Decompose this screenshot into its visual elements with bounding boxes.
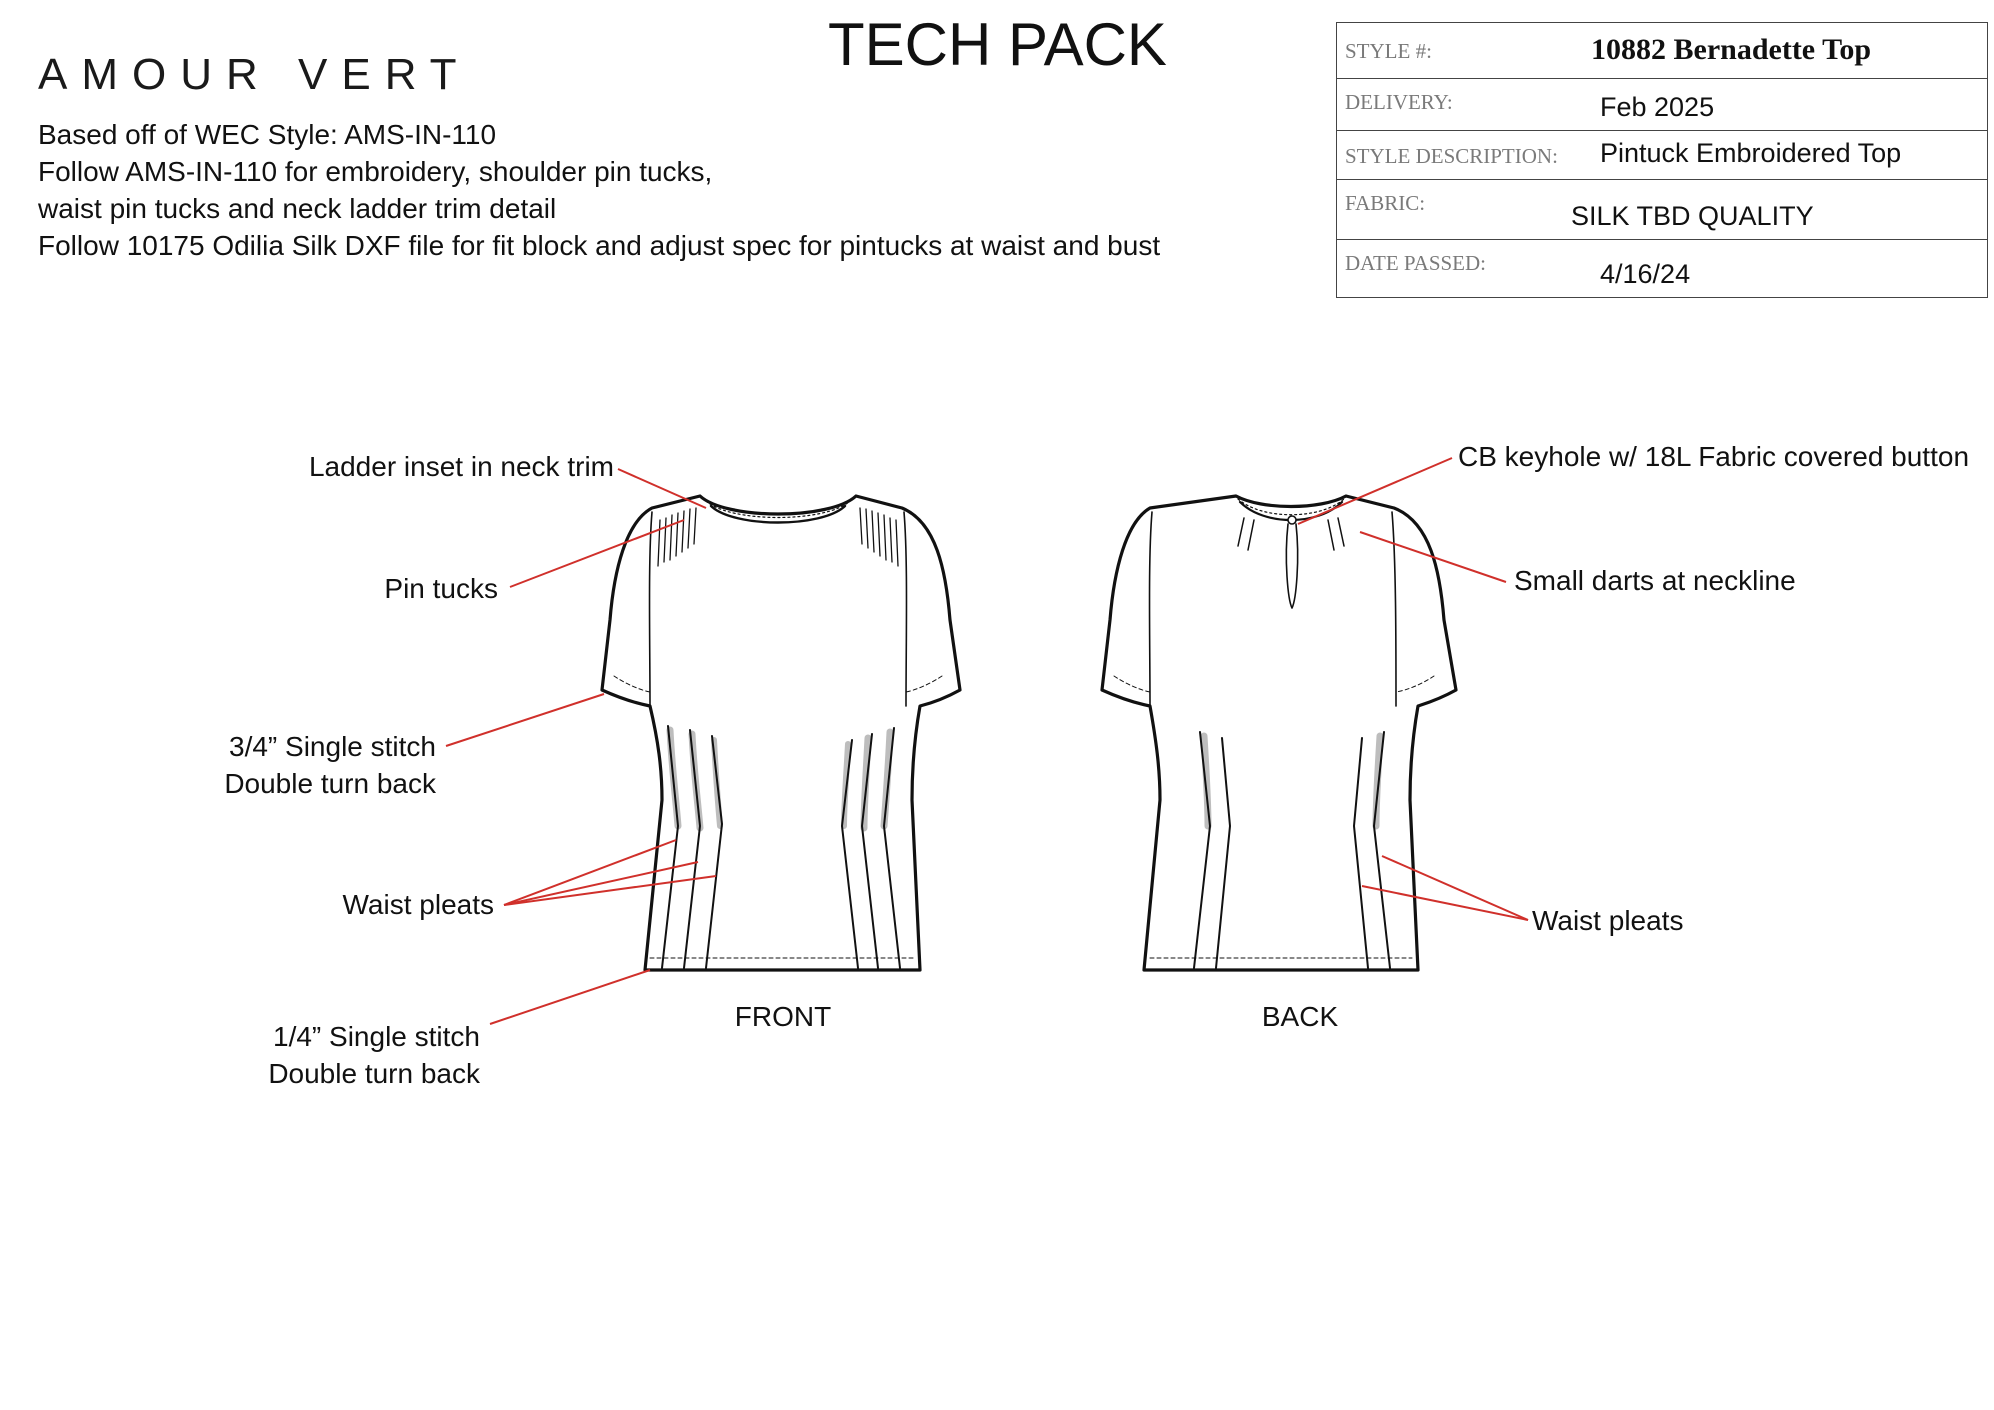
front-caption: FRONT <box>734 1001 832 1032</box>
fabric-value: SILK TBD QUALITY <box>1571 201 1814 231</box>
back-caption: BACK <box>1261 1001 1339 1032</box>
date-value: 4/16/24 <box>1600 259 1691 289</box>
style-label: STYLE #: <box>1345 39 1432 63</box>
callout-front-waist: Waist pleats <box>342 889 494 920</box>
brand-logo: AMOUR VERT <box>38 50 471 99</box>
callout-ladder: Ladder inset in neck trim <box>308 451 614 482</box>
back-sketch <box>1102 496 1456 970</box>
note-line: Based off of WEC Style: AMS-IN-110 <box>38 119 497 150</box>
fabric-label: FABRIC: <box>1345 191 1426 215</box>
ladder-leader <box>618 469 706 508</box>
note-line: Follow AMS-IN-110 for embroidery, shoulder pin tucks, <box>38 156 713 187</box>
front-sketch <box>602 496 960 970</box>
callout-hem-line1: 1/4” Single stitch <box>273 1021 480 1052</box>
hem-leader <box>490 970 650 1024</box>
callout-darts: Small darts at neckline <box>1514 565 1796 596</box>
callout-keyhole: CB keyhole w/ 18L Fabric covered button <box>1458 441 1970 472</box>
description-label: STYLE DESCRIPTION: <box>1345 144 1558 168</box>
description-value: Pintuck Embroidered Top <box>1600 138 1902 168</box>
page-title: TECH PACK <box>828 11 1167 78</box>
callout-labels <box>224 441 1969 1089</box>
callout-sleeve-hem-line1: 3/4” Single stitch <box>229 731 436 762</box>
back-body-outline <box>1102 496 1456 970</box>
style-value: 10882 Bernadette Top <box>1591 33 1872 66</box>
callout-sleeve-hem-line2: Double turn back <box>224 768 436 799</box>
sleeve-hem-leader <box>446 694 604 746</box>
callout-back-waist: Waist pleats <box>1532 905 1684 936</box>
delivery-label: DELIVERY: <box>1345 90 1453 114</box>
callout-hem-line2: Double turn back <box>268 1058 480 1089</box>
note-line: Follow 10175 Odilia Silk DXF file for fit block and adjust spec for pintucks at waist and bust <box>38 230 1161 261</box>
note-line: waist pin tucks and neck ladder trim detail <box>38 193 557 224</box>
callout-pintucks: Pin tucks <box>384 573 498 604</box>
date-label: DATE PASSED: <box>1345 251 1487 275</box>
delivery-value: Feb 2025 <box>1600 92 1715 122</box>
